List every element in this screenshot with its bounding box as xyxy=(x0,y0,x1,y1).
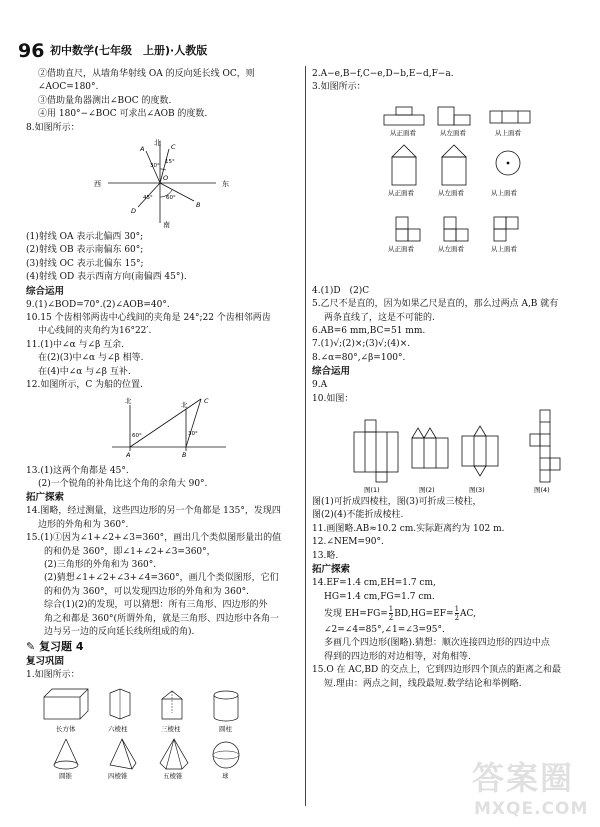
review-heading xyxy=(26,639,298,655)
solid-label: 五棱锥 xyxy=(163,771,183,780)
question-11: 11.(1)中∠α 与∠β 互余. xyxy=(26,339,125,350)
view-label: 从左面看 xyxy=(440,128,466,137)
compass-north-label: 北 xyxy=(154,139,161,148)
question-13: 13.略. xyxy=(312,550,339,561)
point-label: D xyxy=(131,207,137,216)
solid-label: 六棱柱 xyxy=(108,724,128,733)
point-label: O xyxy=(163,174,169,183)
angle-label: 45° xyxy=(143,195,153,202)
question-8: 8.如图所示： xyxy=(26,122,80,133)
point-label: C xyxy=(204,396,209,405)
question-10: 10.15 个齿相邻两齿中心线间的夹角是 24°;22 个齿相邻两齿 xyxy=(26,313,271,324)
view-label: 从正面看 xyxy=(388,244,414,253)
view-label: 从上面看 xyxy=(491,188,517,197)
question-14: 14.图略，经过测量，这些四边形的另一个角都是 135°，发现四 xyxy=(26,506,281,517)
answer-text: 中心线间的夹角约为16°22′. xyxy=(38,326,152,337)
answer-text: 在(2)(3)中∠α 与∠β 相等. xyxy=(38,353,144,364)
answer-text: ∠AOC=180°. xyxy=(38,82,99,93)
point-label: A xyxy=(140,145,145,154)
answer-text: ②借助直尺，从墙角华射线 OA 的反向延长线 OC，则 xyxy=(38,69,255,79)
page-header xyxy=(18,40,578,62)
question-12: 12.如图所示，C 为船的位置. xyxy=(26,380,143,391)
angle-label: 15° xyxy=(165,159,175,166)
question-4: 4.(1)D (2)C xyxy=(312,285,370,296)
three-views-figure xyxy=(312,97,582,283)
section-heading: 综合运用 xyxy=(312,366,351,378)
ship-position-figure xyxy=(26,395,298,463)
answer-text: ④用 180°−∠BOC 可求出∠AOB 的度数. xyxy=(38,109,208,120)
question-12: 12.∠NEM=90°. xyxy=(312,537,384,548)
view-label: 从左面看 xyxy=(438,244,464,253)
solids-figure xyxy=(26,685,298,781)
answer-text: (2)猜想∠1+∠2+∠3+∠4=360°，画几个类似图形，它们 xyxy=(44,573,279,584)
answer-text: (2)三角形的外角和为 360°. xyxy=(44,559,157,570)
answer-text: 综合(1)(2)的发现，可以猜想：所有三角形、四边形的外 xyxy=(44,600,268,611)
question-7: 7.(1)√;(2)×;(3)√;(4)×. xyxy=(312,339,411,350)
point-label: A xyxy=(126,450,131,459)
question-9: 9.(1)∠BOD=70°.(2)∠AOB=40°. xyxy=(26,299,170,310)
question-15: 15.O 在 AC,BD 的交点上，它到四边形四个顶点的距离之和最 xyxy=(312,665,562,676)
fraction-line xyxy=(312,604,582,624)
compass-west-label: 西 xyxy=(94,180,101,189)
net-label: 图(3) xyxy=(469,486,485,495)
fraction-numerator: 1 xyxy=(388,604,394,613)
net-label: 图(1) xyxy=(364,486,380,495)
angle-label: 30° xyxy=(188,430,198,437)
section-heading: 综合运用 xyxy=(26,285,65,297)
net-label: 图(4) xyxy=(534,486,550,495)
question-6: 6.AB=6 mm,BC=51 mm. xyxy=(312,326,426,337)
point-label: B xyxy=(182,450,187,459)
north-label: 北 xyxy=(125,396,132,405)
answer-text: 图(1)可折成四棱柱，图(3)可折成三棱柱， xyxy=(312,497,482,508)
compass-south-label: 南 xyxy=(163,221,170,230)
answer-text: 短.理由：两点之间，线段最短.数学结论和举例略. xyxy=(324,678,522,689)
section-heading: 拓广探索 xyxy=(312,564,351,576)
solid-label: 四棱锥 xyxy=(108,771,128,780)
question-9: 9.A xyxy=(312,380,328,391)
solid-label: 三棱柱 xyxy=(161,724,181,733)
question-1: 1.如图所示： xyxy=(26,670,80,681)
question-2: 2.A−e,B−f,C−e,D−b,E−d,F−a. xyxy=(312,69,454,79)
north-label: 北 xyxy=(181,400,188,409)
watermark-logo xyxy=(462,759,589,821)
question-8: 8.∠α=80°,∠β=100°. xyxy=(312,352,406,363)
answer-text: 角之和都是 360°(所谓外角，就是三角形、四边形中各角一 xyxy=(44,613,280,624)
angle-label: 30° xyxy=(150,163,160,170)
solid-label: 长方体 xyxy=(56,724,76,733)
answer-text: 在(4)中∠α 与∠β 互补. xyxy=(38,366,131,377)
nets-figure xyxy=(312,408,582,494)
question-11: 11.画图略.AB≈10.2 cm.实际距离约为 102 m. xyxy=(312,523,505,534)
right-column xyxy=(312,68,582,691)
answer-text: BD,HG=EF= xyxy=(394,608,454,619)
review-title: 复习题 4 xyxy=(39,640,84,654)
question-14: 14.EF=1.4 cm,EH=1.7 cm, xyxy=(312,578,436,589)
answer-text: (1)射线 OA 表示北偏西 30°; xyxy=(26,232,144,243)
question-15: 15.(1)①因为∠1+∠2+∠3=360°，画出几个类似图形量出的值 xyxy=(26,533,282,544)
watermark-url: MXQE.COM xyxy=(474,799,589,819)
watermark-text: 答案圈 xyxy=(472,759,575,797)
answer-text: 的和仍为 360°，可以发现四边形的外角和为 360°. xyxy=(44,586,249,597)
answer-text: 图(2)(4)不能折成棱柱. xyxy=(312,510,404,521)
compass-east-label: 东 xyxy=(222,180,229,189)
point-label: B xyxy=(196,201,201,210)
question-3: 3.如图所示： xyxy=(312,82,366,93)
column-divider xyxy=(305,66,306,806)
answer-text: 多画几个四边形(图略).猜想：顺次连接四边形的四边中点 xyxy=(324,638,550,649)
answer-text: (3)射线 OC 表示北偏东 15°; xyxy=(26,258,144,269)
view-label: 从上面看 xyxy=(491,244,517,253)
answer-text: (2)射线 OB 表示南偏东 60°; xyxy=(26,245,144,256)
view-label: 从上面看 xyxy=(495,128,521,137)
fraction-numerator: 1 xyxy=(454,604,460,613)
point-label: C xyxy=(171,143,176,152)
answer-text: AC, xyxy=(460,608,476,619)
answer-text: ③借助量角器测出∠BOC 的度数. xyxy=(38,95,172,106)
question-13: 13.(1)这两个角都是 45°. xyxy=(26,465,129,476)
answer-text: ∠2=∠4=85°,∠1=∠3=95°. xyxy=(324,624,445,635)
answer-text: 两条直线了，这是不可能的. xyxy=(324,312,435,323)
answer-text: 发现 EH=FG= xyxy=(324,608,388,619)
solid-label: 圆柱 xyxy=(219,724,232,733)
question-10: 10.如图： xyxy=(312,393,354,404)
pencil-icon: ✎ xyxy=(26,640,36,654)
view-label: 从正面看 xyxy=(388,188,414,197)
fraction xyxy=(455,605,459,622)
view-label: 从正面看 xyxy=(390,128,416,137)
answer-text: 边与另一边的反向延长线所组成的角). xyxy=(44,626,195,637)
angle-label: 60° xyxy=(132,432,142,439)
section-heading: 复习巩固 xyxy=(26,656,65,668)
compass-figure xyxy=(26,137,298,229)
solid-label: 球 xyxy=(222,771,229,780)
answer-text: HG=1.4 cm,FG=1.7 cm. xyxy=(324,591,435,602)
view-label: 从左面看 xyxy=(438,188,464,197)
net-label: 图(2) xyxy=(419,486,435,495)
answer-text: (2)一个锐角的补角比这个角的余角大 90°. xyxy=(38,478,208,489)
page-number: 96 xyxy=(18,40,45,62)
section-heading: 拓广探索 xyxy=(26,492,65,504)
fraction-denominator: 2 xyxy=(454,613,460,622)
answer-text: (4)射线 OD 表示西南方向(南偏西 45°). xyxy=(26,272,187,283)
fraction xyxy=(389,605,393,622)
answer-text: 边形的外角和为 360°. xyxy=(38,519,129,530)
book-title: 初中数学(七年级 上册)·人教版 xyxy=(50,44,208,57)
fraction-denominator: 2 xyxy=(388,613,394,622)
solid-label: 圆锥 xyxy=(59,771,72,780)
question-5: 5.乙尺不是直的，因为如果乙尺是直的，那么过两点 A,B 就有 xyxy=(312,299,559,310)
answer-text: 的和仍是 360°，即∠1+∠2+∠3=360°， xyxy=(44,546,216,557)
left-column xyxy=(26,68,298,783)
answer-text: 得到的四边形的对边相等，对角相等. xyxy=(324,651,471,662)
angle-label: 60° xyxy=(166,195,176,202)
